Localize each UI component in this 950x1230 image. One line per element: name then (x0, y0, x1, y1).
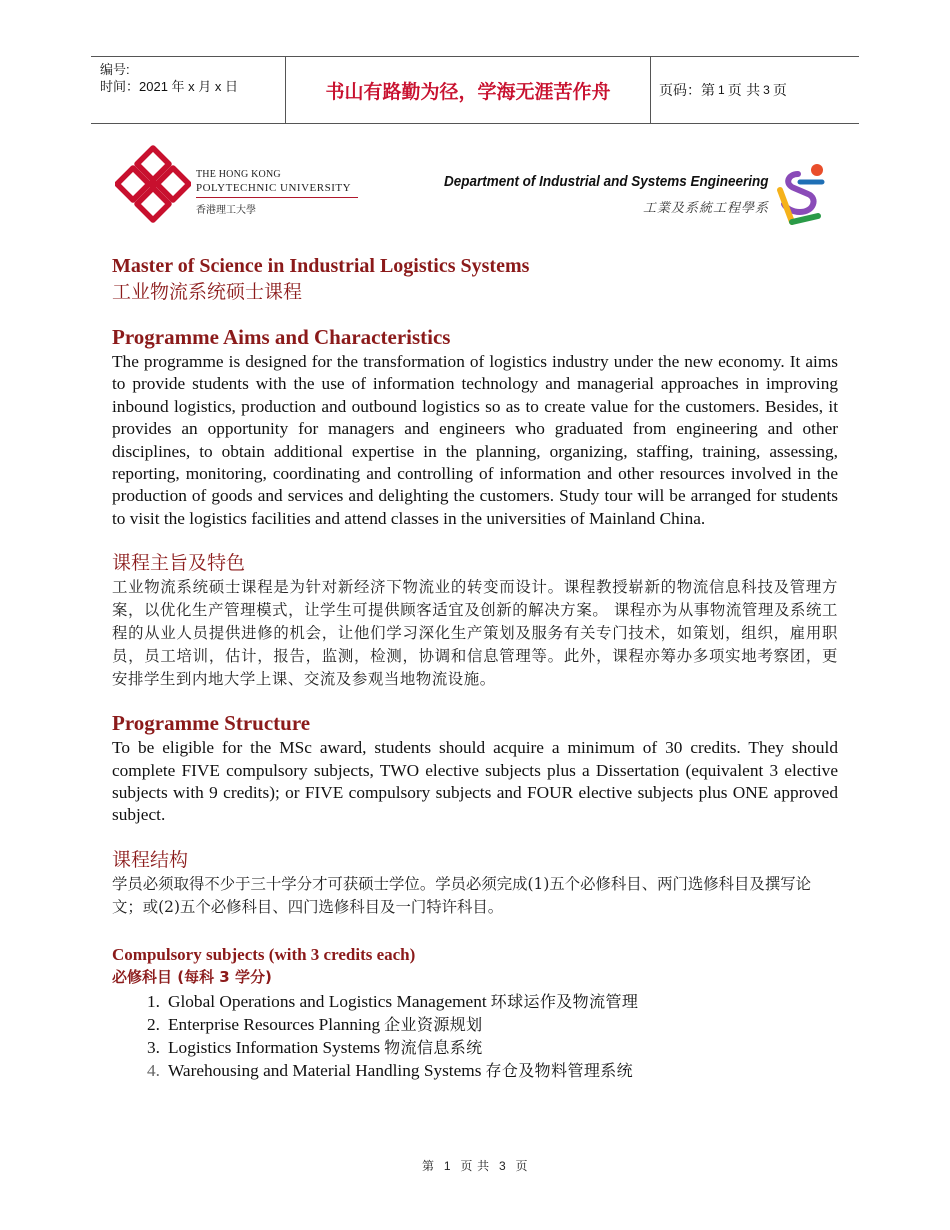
list-item (112, 1036, 838, 1059)
structure-heading-cn: 课程结构 (112, 848, 189, 871)
structure-heading: Programme Structure (112, 711, 311, 736)
item-title-cn: 企业资源规划 (384, 1014, 483, 1034)
programme-title-en: Master of Science in Industrial Logistics Systems (112, 255, 530, 277)
ise-department-logo-icon (770, 160, 832, 226)
polyu-divider (196, 197, 358, 198)
footer-suffix: 页 (515, 1159, 529, 1173)
item-title-en: Global Operations and Logistics Management (168, 991, 487, 1011)
polyu-name (196, 169, 351, 195)
compulsory-heading: Compulsory subjects (with 3 credits each) (112, 944, 416, 964)
header-page-number (650, 57, 859, 123)
item-number: 1. (147, 991, 160, 1011)
polyu-cn-name: 香港理工大學 (196, 205, 256, 216)
department-name-en: Department of Industrial and Systems Engineering (444, 174, 769, 190)
department-name-cn: 工業及系統工程學系 (643, 201, 770, 216)
list-item (112, 990, 838, 1013)
page-current: 1 (718, 83, 725, 97)
item-number: 2. (147, 1014, 160, 1034)
structure-body: To be eligible for the MSc award, students should acquire a minimum of 30 credits. They should complete FIVE compulsory subjects, TWO elective subjects plus a Dissertation (equivalent 3 elective subjects with 9 credits); or FIVE compulsory subjects and FOUR elective subjects plus ONE approved subject. (112, 738, 838, 825)
header-meta (91, 57, 286, 123)
list-item (112, 1059, 838, 1082)
footer-page-current: 1 (443, 1159, 451, 1173)
page-footer (0, 1157, 950, 1174)
item-number: 4. (147, 1060, 160, 1080)
polyu-line1: THE HONG KONG (196, 169, 281, 180)
item-title-en: Enterprise Resources Planning (168, 1014, 381, 1034)
compulsory-subject-list (112, 990, 838, 1082)
page-prefix: 页码：第 (659, 83, 715, 99)
item-title-en: Logistics Information Systems (168, 1037, 381, 1057)
document-body (112, 253, 838, 1082)
aims-heading: Programme Aims and Characteristics (112, 325, 451, 349)
footer-prefix: 第 (421, 1159, 435, 1173)
item-title-cn: 环球运作及物流管理 (490, 991, 639, 1011)
aims-body: The programme is designed for the transformation of logistics industry under the new economy. It aims to provide students with the use of information technology and managerial approaches in improving inbound logistics, production and outbound logistics so as to create value for the customers. Besides, it provides an opportunity for managers and engineers who graduated from engineering and other disciplines, to obtain additional expertise in the planning, organizing, staffing, training, assessing, reporting, monitoring, coordinating and controlling of information and other resources involved in the production of goods and services and delighting the customers. Study tour will be arranged for students to visit the logistics facilities and attend classes in the universities of Mainland China. (112, 352, 838, 528)
aims-body-cn: 工业物流系统硕士课程是为针对新经济下物流业的转变而设计。课程教授崭新的物流信息科技及管理方案，以优化生产管理模式，让学生可提供顾客适宜及创新的解决方案。 课程亦为从事物流管理及系统工程的从业人员提供进修的机会，让他们学习深化生产策划及服务有关专门技术，如策划，组织，雇用职员，员工培训，估计，报告，监测，检测，协调和信息管理等。此外，课程亦筹办多项实地考察团，更安排学生到内地大学上课、交流及参观当地物流设施。 (112, 578, 838, 689)
page-suffix: 页 (772, 83, 787, 99)
item-title-cn: 物流信息系统 (384, 1037, 483, 1057)
footer-mid: 页 共 (460, 1159, 490, 1173)
header-motto: 书山有路勤为径，学海无涯苦作舟 (286, 57, 651, 123)
polyu-emblem-icon (115, 145, 191, 223)
date-label: 时间：2021 年 x 月 x 日 (100, 79, 238, 94)
programme-title-cn: 工业物流系统硕士课程 (112, 281, 303, 303)
item-title-en: Warehousing and Material Handling Systems (168, 1060, 482, 1080)
item-title-cn: 存仓及物料管理系统 (485, 1060, 634, 1080)
document-header (91, 56, 859, 124)
serial-number-label: 编号: (100, 62, 130, 77)
page-total: 3 (763, 83, 770, 97)
footer-page-total: 3 (498, 1159, 507, 1173)
page-mid: 页 共 (727, 83, 761, 99)
compulsory-heading-cn: 必修科目 (每科 3 学分) (112, 967, 272, 986)
aims-heading-cn: 课程主旨及特色 (112, 552, 246, 575)
item-number: 3. (147, 1037, 160, 1057)
structure-body-cn: 学员必须取得不少于三十学分才可获硕士学位。学员必须完成(1)五个必修科目、两门选修科目及撰写论文；或(2)五个必修科目、四门选修科目及一门特许科目。 (112, 874, 811, 916)
list-item (112, 1013, 838, 1036)
polyu-logo (115, 143, 365, 225)
polyu-line2: POLYTECHNIC UNIVERSITY (196, 182, 352, 194)
